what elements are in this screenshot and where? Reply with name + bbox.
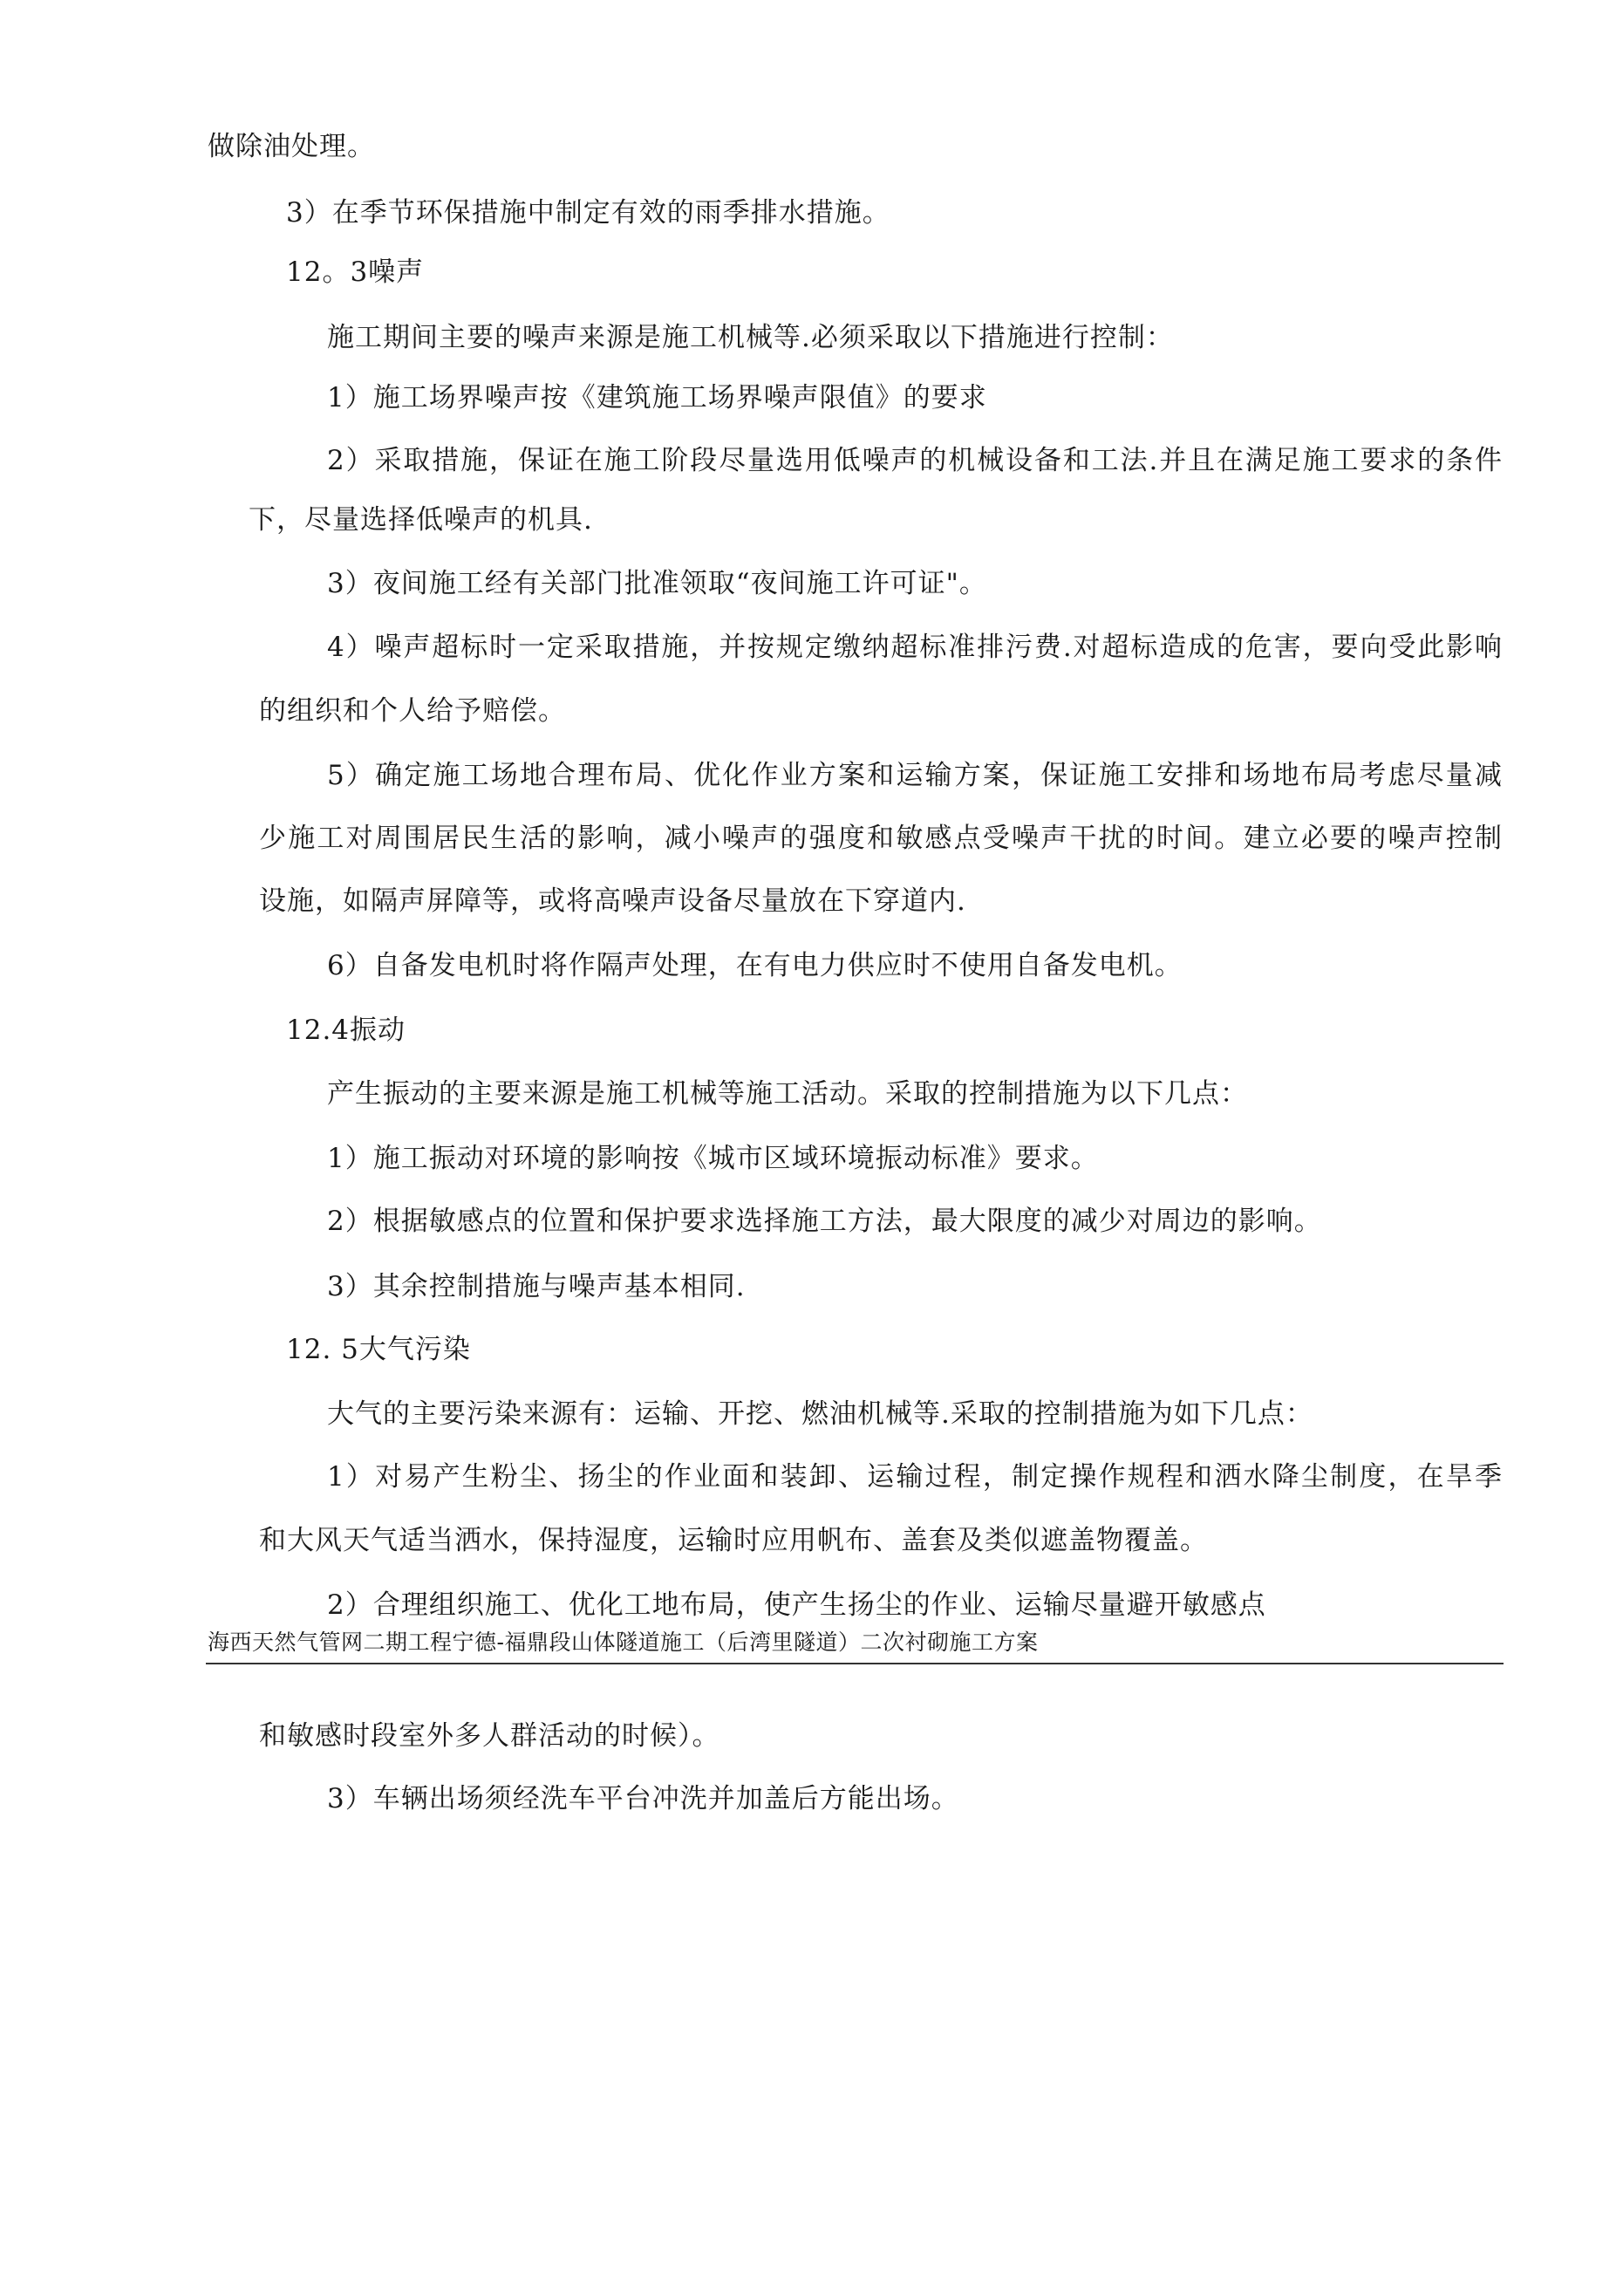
section-heading: 12。3噪声 — [286, 256, 425, 288]
text-line: 做除油处理。 — [208, 131, 375, 162]
text-line: 少施工对周围居民生活的影响，减小噪声的强度和敏感点受噪声干扰的时间。建立必要的噪声控制 — [259, 823, 1503, 854]
text-line: 2）合理组织施工、优化工地布局，使产生扬尘的作业、运输尽量避开敏感点 — [327, 1589, 1266, 1621]
text-line: 1）施工振动对环境的影响按《城市区域环境振动标准》要求。 — [327, 1143, 1099, 1174]
text-line: 3）其余控制措施与噪声基本相同. — [327, 1271, 746, 1302]
text-line: 2）根据敏感点的位置和保护要求选择施工方法，最大限度的减少对周边的影响。 — [327, 1206, 1322, 1237]
text-line: 设施，如隔声屏障等，或将高噪声设备尽量放在下穿道内. — [259, 885, 966, 917]
text-line: 产生振动的主要来源是施工机械等施工活动。采取的控制措施为以下几点： — [327, 1078, 1248, 1110]
section-heading: 12.4振动 — [286, 1015, 406, 1046]
text-line: 6）自备发电机时将作隔声处理，在有电力供应时不使用自备发电机。 — [327, 950, 1183, 981]
text-line: 和大风天气适当洒水，保持湿度，运输时应用帆布、盖套及类似遮盖物覆盖。 — [259, 1525, 1208, 1556]
text-line: 1）对易产生粉尘、扬尘的作业面和装卸、运输过程，制定操作规程和洒水降尘制度，在旱季 — [327, 1461, 1503, 1493]
footer-divider — [206, 1663, 1504, 1664]
text-line: 大气的主要污染来源有：运输、开挖、燃油机械等.采取的控制措施为如下几点： — [327, 1398, 1313, 1430]
text-line: 下，尽量选择低噪声的机具. — [249, 504, 593, 536]
page-footer: 海西天然气管网二期工程宁德-福鼎段山体隧道施工（后湾里隧道）二次衬砌施工方案 — [208, 1630, 1039, 1655]
text-line: 2）采取措施，保证在施工阶段尽量选用低噪声的机械设备和工法.并且在满足施工要求的条件 — [327, 445, 1503, 476]
text-line: 的组织和个人给予赔偿。 — [259, 695, 566, 727]
text-line: 5）确定施工场地合理布局、优化作业方案和运输方案，保证施工安排和场地布局考虑尽量减 — [327, 760, 1503, 791]
text-line: 3）车辆出场须经洗车平台冲洗并加盖后方能出场。 — [327, 1783, 959, 1814]
text-line: 施工期间主要的噪声来源是施工机械等.必须采取以下措施进行控制： — [327, 322, 1174, 353]
text-line: 3）夜间施工经有关部门批准领取“夜间施工许可证"。 — [327, 568, 987, 599]
text-line: 1）施工场界噪声按《建筑施工场界噪声限值》的要求 — [327, 382, 987, 413]
section-heading: 12. 5大气污染 — [286, 1334, 471, 1365]
text-line: 和敏感时段室外多人群活动的时候）。 — [259, 1720, 720, 1752]
text-line: 3）在季节环保措施中制定有效的雨季排水措施。 — [286, 197, 890, 229]
text-line: 4）噪声超标时一定采取措施，并按规定缴纳超标准排污费.对超标造成的危害，要向受此影响 — [327, 632, 1503, 663]
